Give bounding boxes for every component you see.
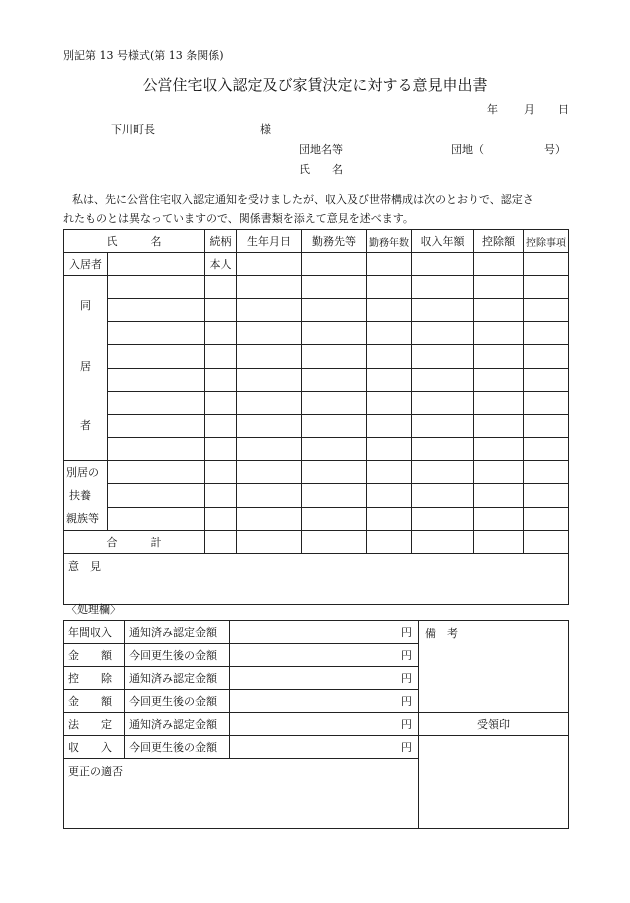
self-label: 本人 (205, 253, 237, 276)
correction-label: 更正の適否 (68, 765, 123, 778)
resident-birth-cell[interactable] (237, 253, 302, 276)
dependent-line-2: 扶養 (69, 489, 91, 502)
cell[interactable] (412, 391, 474, 414)
cell[interactable] (367, 322, 412, 345)
table-row (64, 345, 569, 368)
resident-deduction-item-cell[interactable] (524, 253, 569, 276)
cell[interactable] (237, 322, 302, 345)
cell[interactable] (412, 299, 474, 322)
applicant-name-label: 氏 名 (299, 163, 343, 176)
cell[interactable] (474, 507, 524, 530)
deduction-notified-label: 通知済み認定金額 (125, 667, 230, 690)
complex-name-label: 団地名等 (299, 143, 343, 156)
cell[interactable] (367, 531, 412, 554)
header-employer: 勤務先等 (302, 230, 367, 253)
opinion-label: 意 見 (68, 560, 101, 573)
cell[interactable] (237, 276, 302, 299)
cell[interactable] (412, 414, 474, 437)
cohabitant-char-1: 同 (80, 299, 91, 312)
cell[interactable] (412, 368, 474, 391)
header-income: 収入年額 (412, 230, 474, 253)
cohabitant-label (64, 276, 108, 461)
cell[interactable] (474, 531, 524, 554)
cell[interactable] (205, 507, 237, 530)
cell[interactable] (108, 484, 205, 507)
header-birth: 生年月日 (237, 230, 302, 253)
processing-table (63, 620, 569, 829)
statutory-notified-yen[interactable]: 円 (230, 713, 419, 736)
cell[interactable] (205, 299, 237, 322)
cohabitant-char-2: 居 (80, 360, 91, 373)
cell[interactable] (108, 322, 205, 345)
cell[interactable] (474, 299, 524, 322)
cell[interactable] (108, 461, 205, 484)
cell[interactable] (108, 391, 205, 414)
table-row (64, 414, 569, 437)
header-name: 氏 名 (64, 230, 205, 253)
cell[interactable] (474, 437, 524, 460)
cell[interactable] (412, 345, 474, 368)
cell[interactable] (108, 507, 205, 530)
cell[interactable] (412, 322, 474, 345)
cell[interactable] (237, 461, 302, 484)
cell[interactable] (412, 484, 474, 507)
cell[interactable] (302, 461, 367, 484)
cell[interactable] (302, 484, 367, 507)
date-month-label: 月 (524, 103, 535, 116)
header-deduction: 控除額 (474, 230, 524, 253)
cell[interactable] (524, 507, 569, 530)
cell[interactable] (524, 368, 569, 391)
cell[interactable] (302, 531, 367, 554)
cell[interactable] (108, 437, 205, 460)
cell[interactable] (367, 391, 412, 414)
cell[interactable] (205, 276, 237, 299)
cell[interactable] (302, 368, 367, 391)
cell[interactable] (237, 345, 302, 368)
deduction-notified-yen[interactable]: 円 (230, 667, 419, 690)
cell[interactable] (205, 322, 237, 345)
cell[interactable] (367, 437, 412, 460)
dependent-label (64, 461, 108, 531)
cell[interactable] (367, 461, 412, 484)
annual-income-label-1: 年間収入 (64, 621, 125, 644)
complex-label: 団地（ (451, 143, 484, 156)
cell[interactable] (205, 391, 237, 414)
header-relation: 続柄 (205, 230, 237, 253)
cell[interactable] (367, 276, 412, 299)
cell[interactable] (237, 437, 302, 460)
resident-deduction-cell[interactable] (474, 253, 524, 276)
cohabitant-char-3: 者 (80, 419, 91, 432)
received-seal-box[interactable] (419, 736, 569, 829)
cell[interactable] (205, 414, 237, 437)
cell[interactable] (237, 484, 302, 507)
deduction-revised-label: 今回更生後の金額 (125, 690, 230, 713)
cell[interactable] (237, 507, 302, 530)
cell[interactable] (474, 345, 524, 368)
cell[interactable] (474, 484, 524, 507)
cell[interactable] (524, 531, 569, 554)
cell[interactable] (108, 414, 205, 437)
cell[interactable] (205, 368, 237, 391)
cell[interactable] (474, 322, 524, 345)
cell[interactable] (302, 507, 367, 530)
form-title: 公営住宅収入認定及び家賃決定に対する意見申出書 (142, 76, 488, 94)
cell[interactable] (367, 484, 412, 507)
cell[interactable] (474, 276, 524, 299)
cell[interactable] (367, 414, 412, 437)
date-year-label: 年 (487, 103, 498, 116)
table-row (64, 322, 569, 345)
cell[interactable] (302, 345, 367, 368)
table-row (64, 507, 569, 530)
processing-label: 〈処理欄〉 (66, 603, 121, 616)
honorific: 様 (260, 123, 271, 136)
total-label: 合 計 (64, 531, 205, 554)
cell[interactable] (474, 461, 524, 484)
cell[interactable] (108, 299, 205, 322)
cell[interactable] (237, 531, 302, 554)
resident-income-cell[interactable] (412, 253, 474, 276)
table-row (64, 391, 569, 414)
cell[interactable] (237, 391, 302, 414)
statutory-notified-label: 通知済み認定金額 (125, 713, 230, 736)
cell[interactable] (474, 414, 524, 437)
table-row (64, 437, 569, 460)
cell[interactable] (205, 345, 237, 368)
statement-line-2: れたものとは異なっていますので、関係書類を添えて意見を述べます。 (63, 212, 414, 225)
statutory-revised-yen[interactable]: 円 (230, 736, 419, 759)
cell[interactable] (524, 461, 569, 484)
annual-revised-yen[interactable]: 円 (230, 644, 419, 667)
cell[interactable] (302, 276, 367, 299)
cell[interactable] (237, 299, 302, 322)
cell[interactable] (524, 414, 569, 437)
resident-label: 入居者 (64, 253, 108, 276)
cell[interactable] (474, 391, 524, 414)
addressee: 下川町長 (111, 123, 155, 136)
cell[interactable] (302, 391, 367, 414)
cell[interactable] (524, 276, 569, 299)
total-row (64, 531, 569, 554)
deduction-revised-yen[interactable]: 円 (230, 690, 419, 713)
annual-income-label-2: 金 額 (64, 644, 125, 667)
date-day-label: 日 (558, 103, 569, 116)
cell[interactable] (367, 345, 412, 368)
cell[interactable] (205, 461, 237, 484)
cell[interactable] (412, 507, 474, 530)
annual-notified-label: 通知済み認定金額 (125, 621, 230, 644)
cell[interactable] (412, 461, 474, 484)
cell[interactable] (524, 322, 569, 345)
resident-name-cell[interactable] (108, 253, 205, 276)
cell[interactable] (108, 345, 205, 368)
form-number: 別記第 13 号様式(第 13 条関係) (63, 49, 224, 62)
opinion-cell[interactable] (64, 554, 569, 605)
unit-label: 号） (544, 143, 566, 156)
cell[interactable] (367, 368, 412, 391)
resident-employer-cell[interactable] (302, 253, 367, 276)
annual-revised-label: 今回更生後の金額 (125, 644, 230, 667)
deduction-label-2: 金 額 (64, 690, 125, 713)
cell[interactable] (524, 484, 569, 507)
resident-row (64, 253, 569, 276)
table-header-row (64, 230, 569, 253)
table-row (64, 461, 569, 484)
annual-notified-yen[interactable]: 円 (230, 621, 419, 644)
cell[interactable] (367, 299, 412, 322)
received-seal-label: 受領印 (419, 713, 569, 736)
deduction-label-1: 控 除 (64, 667, 125, 690)
opinion-row (64, 554, 569, 605)
cell[interactable] (302, 299, 367, 322)
cell[interactable] (524, 437, 569, 460)
dependent-line-3: 親族等 (66, 512, 99, 525)
remarks-label: 備 考 (425, 627, 458, 640)
remarks-cell[interactable] (419, 621, 569, 713)
cell[interactable] (237, 414, 302, 437)
cell[interactable] (302, 414, 367, 437)
cell[interactable] (412, 437, 474, 460)
statutory-label-1: 法 定 (64, 713, 125, 736)
table-row (64, 276, 569, 299)
table-row (64, 484, 569, 507)
header-years: 勤務年数 (367, 230, 412, 253)
header-deduction-item: 控除事項 (524, 230, 569, 253)
cell[interactable] (302, 322, 367, 345)
cell[interactable] (205, 531, 237, 554)
statutory-label-2: 収 入 (64, 736, 125, 759)
cell[interactable] (412, 531, 474, 554)
dependent-line-1: 別居の (66, 466, 99, 479)
household-table (63, 229, 569, 605)
cell[interactable] (108, 276, 205, 299)
cell[interactable] (205, 437, 237, 460)
cell[interactable] (237, 368, 302, 391)
table-row (64, 368, 569, 391)
table-row (64, 299, 569, 322)
cell[interactable] (412, 276, 474, 299)
cell[interactable] (524, 391, 569, 414)
cell[interactable] (108, 368, 205, 391)
resident-years-cell[interactable] (367, 253, 412, 276)
cell[interactable] (367, 507, 412, 530)
statutory-revised-label: 今回更生後の金額 (125, 736, 230, 759)
cell[interactable] (524, 345, 569, 368)
cell[interactable] (302, 437, 367, 460)
cell[interactable] (205, 484, 237, 507)
correction-cell[interactable] (64, 759, 419, 829)
cell[interactable] (474, 368, 524, 391)
statement-line-1: 私は、先に公営住宅収入認定通知を受けましたが、収入及び世帯構成は次のとおりで、認定さ (72, 193, 534, 206)
cell[interactable] (524, 299, 569, 322)
